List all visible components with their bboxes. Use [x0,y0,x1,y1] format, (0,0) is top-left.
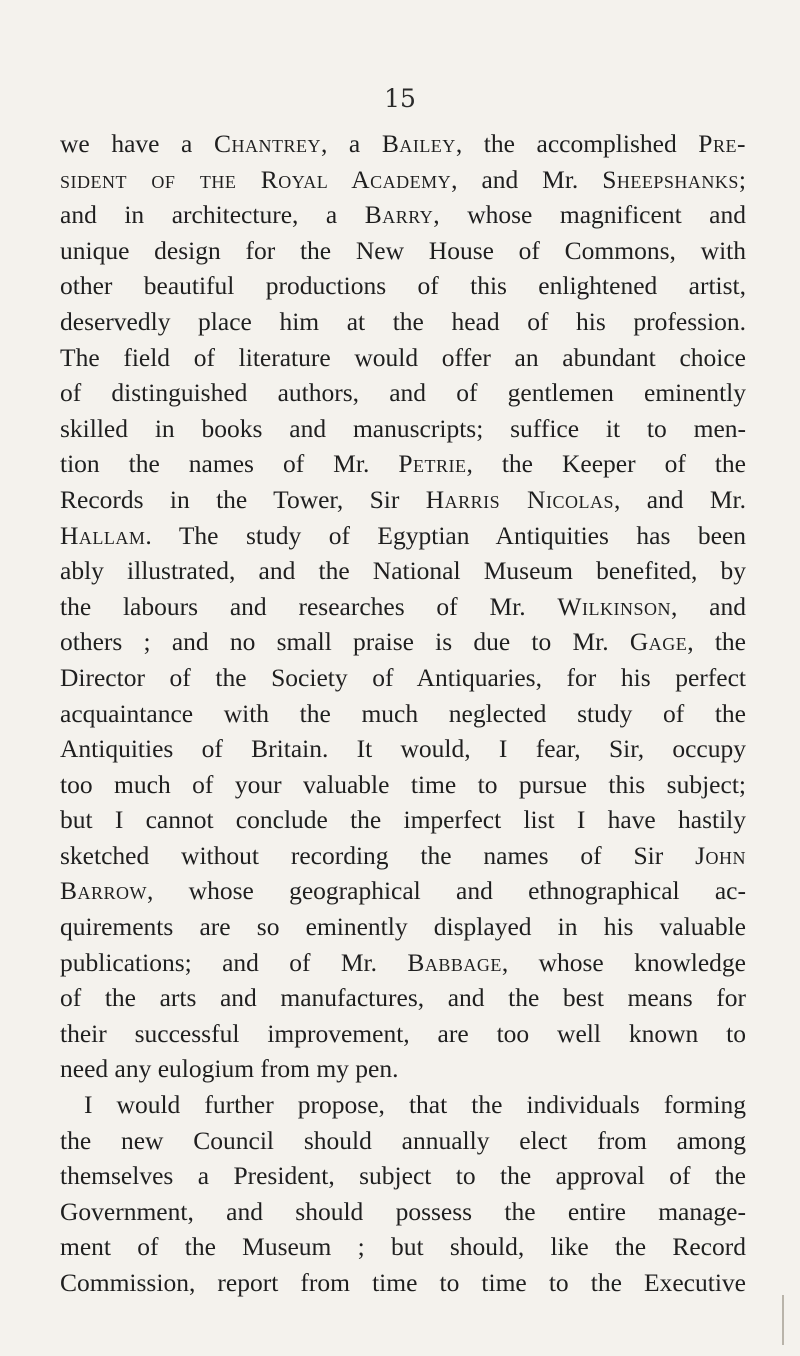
text-line [60,446,746,482]
text-line [60,126,746,162]
page-number: 15 [384,84,416,113]
text-run: themselves a President, subject to the approval of the [60,1161,746,1191]
text-line [60,696,746,732]
small-caps-name: Sheepshanks [602,164,739,194]
small-caps-name: Barrow [60,876,148,906]
text-line [60,1194,746,1230]
text-line [60,553,746,589]
text-run: , the Keeper of the [466,449,746,479]
text-line [60,411,746,447]
small-caps-name: sident of the Royal Academy [60,164,452,194]
text-run: , and [670,591,746,621]
text-run: sketched without recording the names of Sir [60,840,696,870]
text-run: The field of literature would offer an abundant choice [60,342,746,372]
text-run: need any eulogium from my pen. [60,1054,399,1084]
text-run: and in architecture, a [60,200,365,230]
text-line [60,1051,746,1087]
text-run: acquaintance with the much neglected study of the [60,698,746,728]
body-text [60,126,746,1301]
text-run: tion the names of Mr. [60,449,399,479]
text-run: , whose knowledge [501,947,746,977]
text-line [60,1087,746,1123]
text-line [60,304,746,340]
text-line [60,1158,746,1194]
text-run: , whose geographical and ethnographical ac- [147,876,746,906]
small-caps-name: Chantrey [213,129,321,158]
text-run: , and Mr. [613,484,747,514]
text-run: quirements are so eminently displayed in his valuable [60,912,746,942]
text-line [60,1123,746,1159]
text-run: other beautiful productions of this enlightened artist, [60,271,746,301]
text-line [60,197,746,233]
small-caps-name: Babbage [407,947,502,977]
text-line [60,980,746,1016]
text-run: too much of your valuable time to pursue this subject; [60,769,746,799]
text-line [60,624,746,660]
text-run: ; [738,164,747,194]
text-run: but I cannot conclude the imperfect list I have hastily [60,805,746,835]
text-line [60,731,746,767]
text-line [60,838,746,874]
text-line [60,518,746,554]
small-caps-name: Gage [629,627,688,657]
text-line [60,233,746,269]
text-run: I would further propose, that the individuals forming [84,1090,746,1120]
text-run: publications; and of Mr. [60,947,408,977]
small-caps-name: John [695,840,746,870]
text-line [60,909,746,945]
text-run: others ; and no small praise is due to Mr. [60,627,630,657]
small-caps-name: Bailey [381,129,456,158]
text-run: Antiquities of Britain. It would, I fear, Sir, occupy [60,734,746,764]
text-run: the new Council should annually elect from among [60,1125,746,1155]
text-line [60,162,746,198]
text-line [60,945,746,981]
small-caps-name: Pre- [698,129,746,158]
text-run: ably illustrated, and the National Museum benefited, by [60,556,746,586]
text-run: , whose magnificent and [433,200,746,230]
text-run: . The study of Egyptian Antiquities has been [145,520,746,550]
text-run: their successful improvement, are too well known to [60,1018,746,1048]
text-line [60,660,746,696]
text-line [60,767,746,803]
text-line [60,340,746,376]
small-caps-name: Wilkinson [557,591,671,621]
text-run: skilled in books and manuscripts; suffice it to men- [60,413,746,443]
text-run: , the accomplished [455,129,699,158]
text-run: Director of the Society of Antiquaries, for his perfect [60,662,746,692]
text-line [60,482,746,518]
text-line [60,873,746,909]
text-line [60,802,746,838]
text-run: of the arts and manufactures, and the best means for [60,983,746,1013]
small-caps-name: Hallam [60,520,146,550]
page-edge-mark [782,1295,784,1345]
text-run: ment of the Museum ; but should, like the Record [60,1232,746,1262]
text-line [60,589,746,625]
text-run: the labours and researches of Mr. [60,591,558,621]
text-run: unique design for the New House of Commons, with [60,235,746,265]
text-run: Government, and should possess the entire manage- [60,1196,746,1226]
small-caps-name: Harris Nicolas [425,484,614,514]
text-line [60,1016,746,1052]
text-line [60,1265,746,1301]
text-run: Commission, report from time to time to the Executive [60,1268,746,1297]
text-run: , a [320,129,382,158]
text-run: we have a [60,129,214,158]
text-run: , and Mr. [451,164,603,194]
text-run: , the [687,627,746,657]
text-line [60,268,746,304]
text-run: Records in the Tower, Sir [60,484,426,514]
text-run: deservedly place him at the head of his profession. [60,306,746,336]
small-caps-name: Barry [364,200,434,230]
small-caps-name: Petrie [398,449,467,479]
text-line [60,375,746,411]
text-run: of distinguished authors, and of gentlemen eminently [60,378,746,408]
text-line [60,1229,746,1265]
